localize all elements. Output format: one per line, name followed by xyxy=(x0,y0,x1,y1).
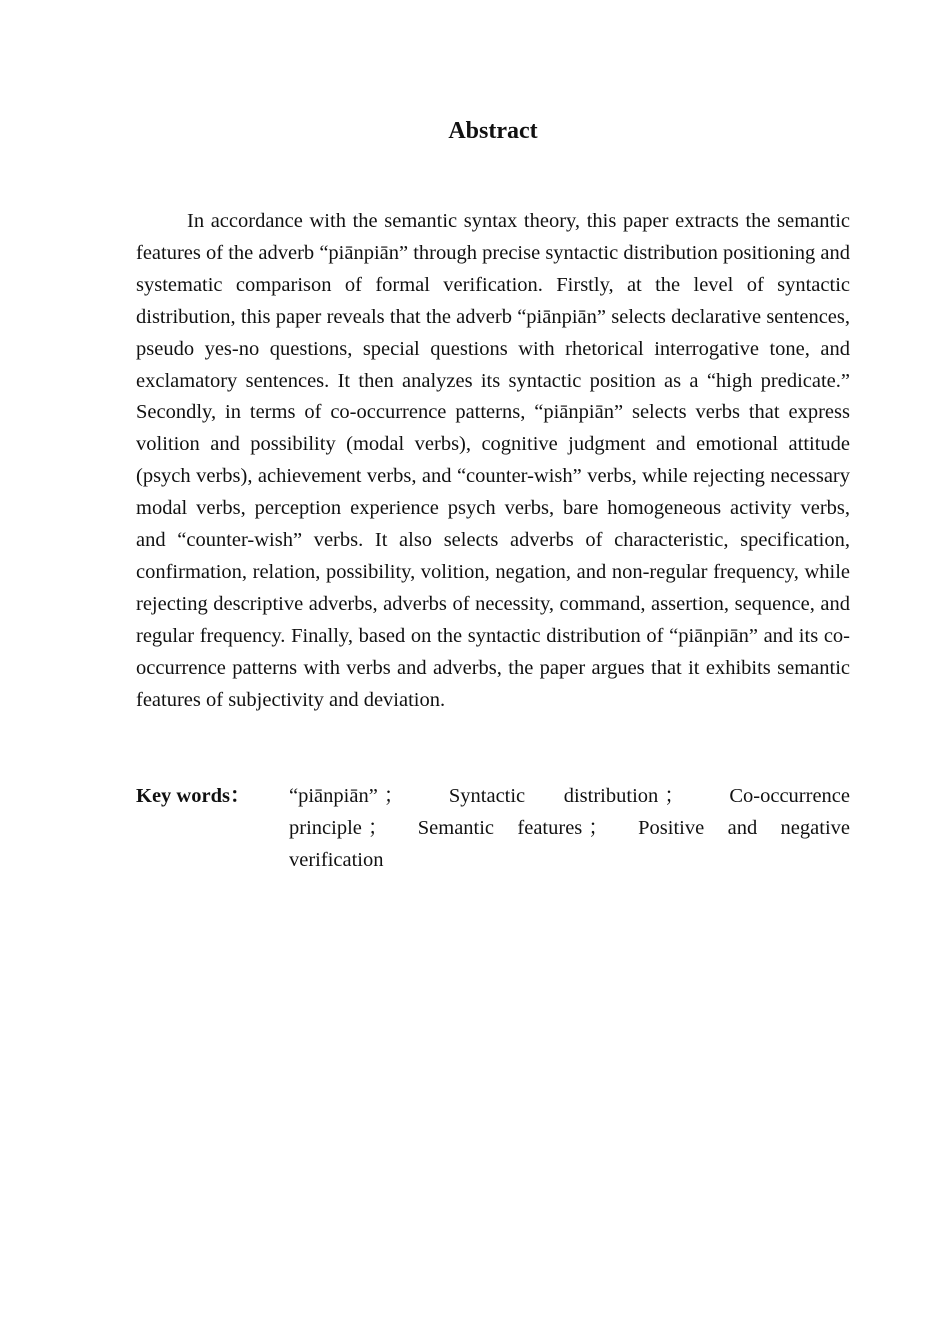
keyword-item: Positive and negative verification xyxy=(289,817,850,871)
keywords-list xyxy=(289,780,850,876)
keyword-separator: ； xyxy=(383,785,405,807)
keyword-item: Syntactic distribution xyxy=(448,785,659,807)
keywords-label: Key words： xyxy=(136,785,251,807)
keyword-separator: ； xyxy=(588,817,609,839)
keyword-item: Semantic features xyxy=(417,817,583,839)
abstract-heading: Abstract xyxy=(448,118,538,144)
abstract-paragraph: In accordance with the semantic syntax theory, this paper extracts the semantic features of the adverb “piānpiān” through precise syntactic distribution positioning and systematic comparison of formal verification. Firstly, at the level of syntactic distribution, this paper reveals that the adverb “piānpiān” selects declarative sentences, pseudo yes-no questions, special questions with rhetorical interrogative tone, and exclamatory sentences. It then analyzes its syntactic position as a “high predicate.” Secondly, in terms of co-occurrence patterns, “piānpiān” selects verbs that express volition and possibility (modal verbs), cognitive judgment and emotional attitude (psych verbs), achievement verbs, and “counter-wish” verbs, while rejecting necessary modal verbs, perception experience psych verbs, bare homogeneous activity verbs, and “counter-wish” verbs. It also selects adverbs of characteristic, specification, confirmation, relation, possibility, volition, negation, and non-regular frequency, while rejecting descriptive adverbs, adverbs of necessity, command, assertion, sequence, and regular frequency. Finally, based on the syntactic distribution of “piānpiān” and its co-occurrence patterns with verbs and adverbs, the paper argues that it exhibits semantic features of subjectivity and deviation. xyxy=(136,210,850,711)
keyword-separator: ； xyxy=(367,817,389,839)
keywords-block xyxy=(136,780,850,876)
keyword-item: “piānpiān” xyxy=(289,785,378,807)
keyword-separator: ； xyxy=(664,785,685,807)
keyword-item: Co-occurrence principle xyxy=(289,785,850,839)
